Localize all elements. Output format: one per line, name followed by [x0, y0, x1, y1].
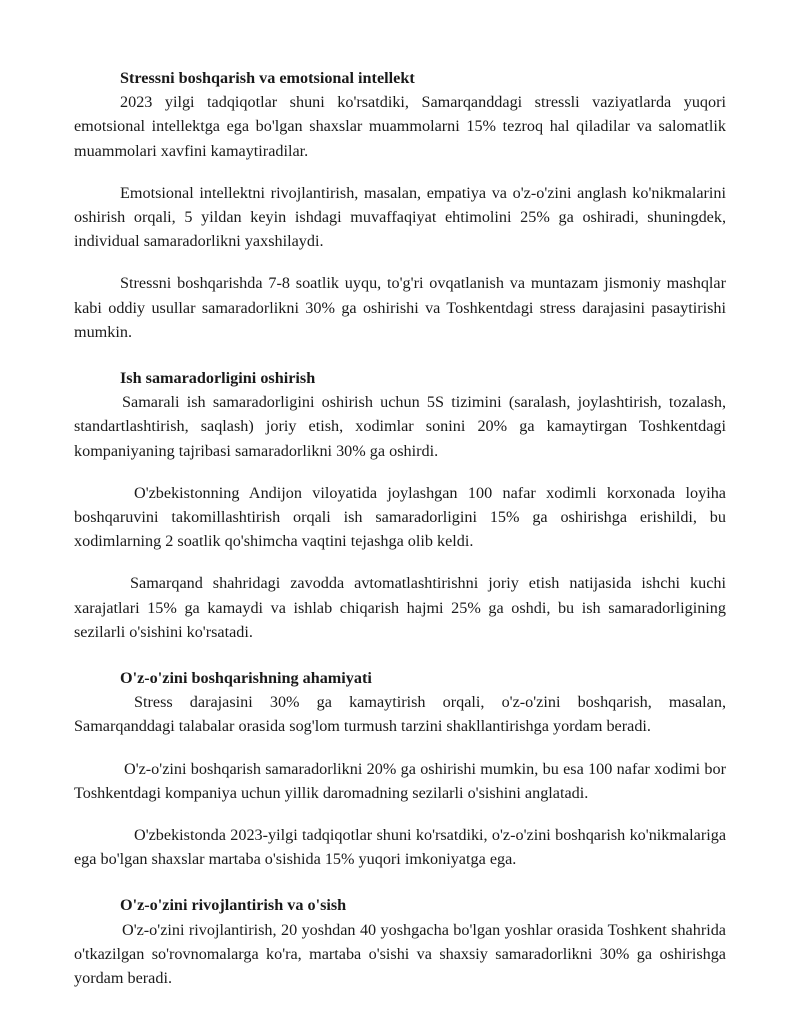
paragraph: Emotsional intellektni rivojlantirish, masalan, empatiya va o'z-o'zini anglash ko'nikmalarini oshirish orqali, 5 yildan keyin ishdagi muvaffaqiyat ehtimolini 25% ga oshiradi, shuningdek, individual samaradorlikni yaxshilaydi. [74, 183, 726, 251]
paragraph: 2023 yilgi tadqiqotlar shuni ko'rsatdiki, Samarqanddagi stressli vaziyatlarda yuqori emotsional intellektga ega bo'lgan shaxslar muammolarni 15% tezroq hal qiladilar va salomatlik muammolari xavfini kamaytiradilar. [74, 93, 726, 160]
section-heading-productivity: Ish samaradorligini oshirish [120, 369, 316, 388]
paragraph: Stressni boshqarishda 7-8 soatlik uyqu, to'g'ri ovqatlanish va muntazam jismoniy mashqlar kabi oddiy usullar samaradorlikni 30% ga oshirishi va Toshkentdagi stress darajasini pasaytirishi mumkin. [74, 274, 726, 341]
paragraph: O'z-o'zini rivojlantirish, 20 yoshdan 40 yoshgacha bo'lgan yoshlar orasida Toshkent shahrida o'tkazilgan so'rovnomalarga ko'ra, martaba o'sishi va shaxsiy samaradorlikni 30% ga oshirishga yordam beradi. [74, 920, 726, 988]
paragraph: O'zbekistonning Andijon viloyatida joylashgan 100 nafar xodimli korxonada loyiha boshqaruvini takomillashtirish orqali ish samaradorligini 15% ga oshirishga erishildi, bu xodimlarning 2 soatlik qo'shimcha vaqtini tejashga olib keldi. [74, 483, 726, 551]
paragraph: Samarali ish samaradorligini oshirish uchun 5S tizimini (saralash, joylashtirish, tozalash, standartlashtirish, saqlash) joriy etish, xodimlar sonini 20% ga kamaytirgan Toshkentdagi kompaniyaning tajribasi samaradorlikni 30% ga oshirdi. [74, 393, 726, 460]
paragraph: O'z-o'zini boshqarish samaradorlikni 20% ga oshirishi mumkin, bu esa 100 nafar xodimi bor Toshkentdagi kompaniya uchun yillik daromadning sezilarli o'sishini anglatadi. [74, 759, 726, 802]
paragraph: O'zbekistonda 2023-yilgi tadqiqotlar shuni ko'rsatdiki, o'z-o'zini boshqarish ko'nikmalariga ega bo'lgan shaxslar martaba o'sishida 15% yuqori imkoniyatga ega. [74, 826, 726, 869]
paragraph: Stress darajasini 30% ga kamaytirish orqali, o'z-o'zini boshqarish, masalan, Samarqanddagi talabalar orasida sog'lom turmush tarzini shakllantirishga yordam beradi. [74, 693, 726, 736]
section-heading-self-management: O'z-o'zini boshqarishning ahamiyati [120, 669, 372, 688]
section-heading-stress: Stressni boshqarish va emotsional intellekt [120, 69, 415, 87]
document-page [74, 66, 726, 990]
paragraph: Samarqand shahridagi zavodda avtomatlashtirishni joriy etish natijasida ishchi kuchi xarajatlari 15% ga kamaydi va ishlab chiqarish hajmi 25% ga oshdi, bu ish samaradorligining sezilarli o'sishini ko'rsatadi. [74, 574, 726, 641]
section-heading-self-development: O'z-o'zini rivojlantirish va o'sish [120, 896, 347, 915]
